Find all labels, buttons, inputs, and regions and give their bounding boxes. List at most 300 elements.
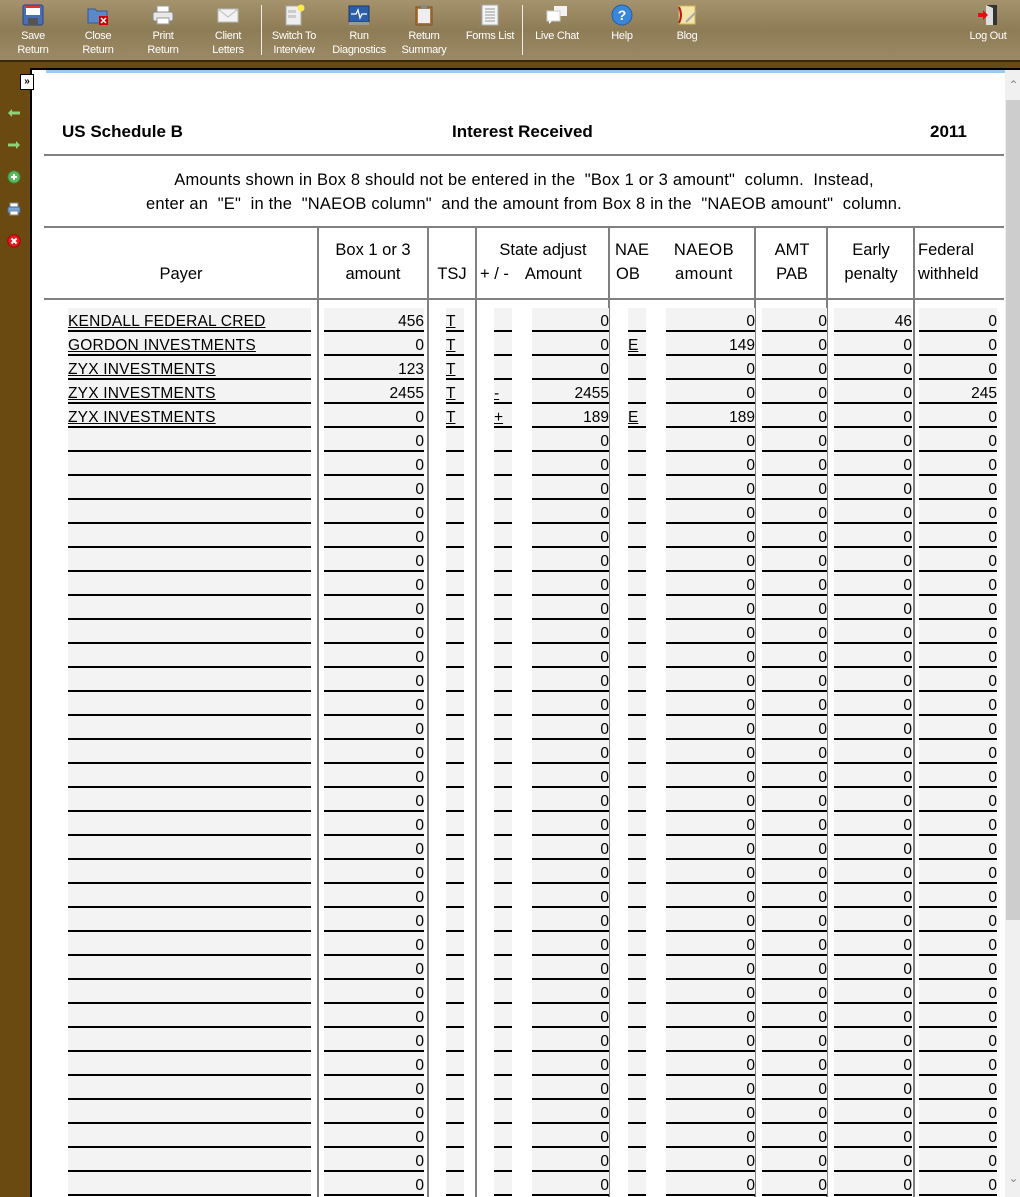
box-amount-field[interactable]: 0 bbox=[324, 884, 424, 908]
federal-withheld-field[interactable]: 0 bbox=[919, 452, 997, 476]
amt-pab-field[interactable]: 0 bbox=[762, 932, 827, 956]
federal-withheld-field[interactable]: 0 bbox=[919, 812, 997, 836]
box-amount-field[interactable]: 0 bbox=[324, 1052, 424, 1076]
payer-field[interactable]: GORDON INVESTMENTS bbox=[68, 332, 311, 356]
naeob-amount-field[interactable]: 0 bbox=[666, 500, 755, 524]
naeob-code-field[interactable] bbox=[628, 1100, 646, 1124]
amt-pab-field[interactable]: 0 bbox=[762, 692, 827, 716]
state-sign-field[interactable] bbox=[494, 668, 512, 692]
state-sign-field[interactable] bbox=[494, 1004, 512, 1028]
early-penalty-field[interactable]: 0 bbox=[834, 1076, 912, 1100]
federal-withheld-field[interactable]: 0 bbox=[919, 980, 997, 1004]
early-penalty-field[interactable]: 0 bbox=[834, 860, 912, 884]
tsj-field[interactable] bbox=[446, 932, 464, 956]
early-penalty-field[interactable]: 0 bbox=[834, 428, 912, 452]
letters-button[interactable] bbox=[196, 4, 260, 58]
tsj-field[interactable] bbox=[446, 764, 464, 788]
federal-withheld-field[interactable]: 0 bbox=[919, 1124, 997, 1148]
help-button[interactable] bbox=[590, 4, 654, 58]
federal-withheld-field[interactable]: 0 bbox=[919, 860, 997, 884]
federal-withheld-field[interactable]: 0 bbox=[919, 1148, 997, 1172]
federal-withheld-field[interactable]: 0 bbox=[919, 596, 997, 620]
tsj-field[interactable]: T bbox=[446, 404, 464, 428]
tsj-field[interactable]: T bbox=[446, 308, 464, 332]
naeob-code-field[interactable] bbox=[628, 1076, 646, 1100]
payer-field[interactable] bbox=[68, 1148, 311, 1172]
amt-pab-field[interactable]: 0 bbox=[762, 812, 827, 836]
federal-withheld-field[interactable]: 0 bbox=[919, 1052, 997, 1076]
state-sign-field[interactable] bbox=[494, 1148, 512, 1172]
early-penalty-field[interactable]: 0 bbox=[834, 740, 912, 764]
naeob-amount-field[interactable]: 0 bbox=[666, 524, 755, 548]
close-button[interactable] bbox=[66, 4, 130, 58]
amt-pab-field[interactable]: 0 bbox=[762, 572, 827, 596]
naeob-code-field[interactable] bbox=[628, 1148, 646, 1172]
amt-pab-field[interactable]: 0 bbox=[762, 836, 827, 860]
early-penalty-field[interactable]: 0 bbox=[834, 1004, 912, 1028]
state-sign-field[interactable] bbox=[494, 740, 512, 764]
state-sign-field[interactable] bbox=[494, 932, 512, 956]
tsj-field[interactable] bbox=[446, 1004, 464, 1028]
federal-withheld-field[interactable]: 0 bbox=[919, 788, 997, 812]
state-sign-field[interactable] bbox=[494, 572, 512, 596]
early-penalty-field[interactable]: 0 bbox=[834, 620, 912, 644]
interview-button[interactable] bbox=[262, 4, 326, 58]
naeob-amount-field[interactable]: 0 bbox=[666, 572, 755, 596]
box-amount-field[interactable]: 0 bbox=[324, 1148, 424, 1172]
amt-pab-field[interactable]: 0 bbox=[762, 620, 827, 644]
early-penalty-field[interactable]: 0 bbox=[834, 980, 912, 1004]
federal-withheld-field[interactable]: 0 bbox=[919, 356, 997, 380]
early-penalty-field[interactable]: 0 bbox=[834, 644, 912, 668]
state-amount-field[interactable]: 0 bbox=[532, 668, 609, 692]
naeob-code-field[interactable] bbox=[628, 524, 646, 548]
box-amount-field[interactable]: 0 bbox=[324, 596, 424, 620]
state-sign-field[interactable] bbox=[494, 788, 512, 812]
naeob-amount-field[interactable]: 0 bbox=[666, 1052, 755, 1076]
tsj-field[interactable]: T bbox=[446, 356, 464, 380]
naeob-amount-field[interactable]: 0 bbox=[666, 932, 755, 956]
naeob-amount-field[interactable]: 189 bbox=[666, 404, 755, 428]
naeob-amount-field[interactable]: 0 bbox=[666, 764, 755, 788]
tsj-field[interactable] bbox=[446, 1100, 464, 1124]
state-amount-field[interactable]: 0 bbox=[532, 812, 609, 836]
naeob-amount-field[interactable]: 0 bbox=[666, 668, 755, 692]
box-amount-field[interactable]: 0 bbox=[324, 788, 424, 812]
state-sign-field[interactable] bbox=[494, 476, 512, 500]
state-sign-field[interactable] bbox=[494, 332, 512, 356]
naeob-code-field[interactable] bbox=[628, 716, 646, 740]
federal-withheld-field[interactable]: 0 bbox=[919, 668, 997, 692]
federal-withheld-field[interactable]: 0 bbox=[919, 404, 997, 428]
box-amount-field[interactable]: 0 bbox=[324, 980, 424, 1004]
amt-pab-field[interactable]: 0 bbox=[762, 668, 827, 692]
tsj-field[interactable] bbox=[446, 524, 464, 548]
amt-pab-field[interactable]: 0 bbox=[762, 884, 827, 908]
tsj-field[interactable] bbox=[446, 740, 464, 764]
federal-withheld-field[interactable]: 0 bbox=[919, 620, 997, 644]
payer-field[interactable] bbox=[68, 764, 311, 788]
early-penalty-field[interactable]: 0 bbox=[834, 548, 912, 572]
amt-pab-field[interactable]: 0 bbox=[762, 980, 827, 1004]
state-sign-field[interactable] bbox=[494, 500, 512, 524]
amt-pab-field[interactable]: 0 bbox=[762, 788, 827, 812]
naeob-amount-field[interactable]: 0 bbox=[666, 740, 755, 764]
naeob-amount-field[interactable]: 0 bbox=[666, 380, 755, 404]
federal-withheld-field[interactable]: 0 bbox=[919, 500, 997, 524]
amt-pab-field[interactable]: 0 bbox=[762, 1124, 827, 1148]
naeob-code-field[interactable] bbox=[628, 476, 646, 500]
federal-withheld-field[interactable]: 0 bbox=[919, 764, 997, 788]
federal-withheld-field[interactable]: 0 bbox=[919, 956, 997, 980]
tsj-field[interactable] bbox=[446, 908, 464, 932]
naeob-amount-field[interactable]: 0 bbox=[666, 812, 755, 836]
amt-pab-field[interactable]: 0 bbox=[762, 1172, 827, 1196]
box-amount-field[interactable]: 0 bbox=[324, 812, 424, 836]
early-penalty-field[interactable]: 0 bbox=[834, 380, 912, 404]
tsj-field[interactable] bbox=[446, 620, 464, 644]
state-amount-field[interactable]: 0 bbox=[532, 716, 609, 740]
blog-button[interactable] bbox=[655, 4, 719, 58]
printer-icon[interactable] bbox=[7, 202, 21, 216]
state-sign-field[interactable]: + bbox=[494, 404, 512, 428]
tsj-field[interactable] bbox=[446, 788, 464, 812]
state-amount-field[interactable]: 0 bbox=[532, 884, 609, 908]
naeob-amount-field[interactable]: 0 bbox=[666, 956, 755, 980]
state-amount-field[interactable]: 0 bbox=[532, 524, 609, 548]
naeob-code-field[interactable] bbox=[628, 908, 646, 932]
tsj-field[interactable] bbox=[446, 1052, 464, 1076]
state-amount-field[interactable]: 0 bbox=[532, 860, 609, 884]
naeob-code-field[interactable] bbox=[628, 644, 646, 668]
state-amount-field[interactable]: 0 bbox=[532, 1028, 609, 1052]
naeob-amount-field[interactable]: 0 bbox=[666, 1028, 755, 1052]
payer-field[interactable] bbox=[68, 1100, 311, 1124]
naeob-amount-field[interactable]: 0 bbox=[666, 596, 755, 620]
expand-sidebar-button[interactable]: » bbox=[20, 74, 34, 90]
early-penalty-field[interactable]: 0 bbox=[834, 500, 912, 524]
amt-pab-field[interactable]: 0 bbox=[762, 644, 827, 668]
state-sign-field[interactable] bbox=[494, 1076, 512, 1100]
early-penalty-field[interactable]: 0 bbox=[834, 1172, 912, 1196]
box-amount-field[interactable]: 0 bbox=[324, 524, 424, 548]
box-amount-field[interactable]: 0 bbox=[324, 1028, 424, 1052]
state-amount-field[interactable]: 0 bbox=[532, 908, 609, 932]
federal-withheld-field[interactable]: 0 bbox=[919, 476, 997, 500]
naeob-amount-field[interactable]: 0 bbox=[666, 1100, 755, 1124]
box-amount-field[interactable]: 2455 bbox=[324, 380, 424, 404]
early-penalty-field[interactable]: 0 bbox=[834, 956, 912, 980]
amt-pab-field[interactable]: 0 bbox=[762, 908, 827, 932]
box-amount-field[interactable]: 0 bbox=[324, 1076, 424, 1100]
early-penalty-field[interactable]: 0 bbox=[834, 476, 912, 500]
naeob-code-field[interactable] bbox=[628, 692, 646, 716]
payer-field[interactable] bbox=[68, 1124, 311, 1148]
state-amount-field[interactable]: 189 bbox=[532, 404, 609, 428]
state-sign-field[interactable] bbox=[494, 1100, 512, 1124]
payer-field[interactable] bbox=[68, 644, 311, 668]
naeob-amount-field[interactable]: 0 bbox=[666, 836, 755, 860]
payer-field[interactable] bbox=[68, 1004, 311, 1028]
payer-field[interactable] bbox=[68, 884, 311, 908]
payer-field[interactable] bbox=[68, 596, 311, 620]
tsj-field[interactable] bbox=[446, 1076, 464, 1100]
tsj-field[interactable] bbox=[446, 452, 464, 476]
state-amount-field[interactable]: 0 bbox=[532, 1052, 609, 1076]
naeob-amount-field[interactable]: 0 bbox=[666, 452, 755, 476]
early-penalty-field[interactable]: 0 bbox=[834, 692, 912, 716]
scroll-up-icon[interactable]: ⌃ bbox=[1008, 78, 1019, 92]
tsj-field[interactable]: T bbox=[446, 380, 464, 404]
state-amount-field[interactable]: 0 bbox=[532, 1172, 609, 1196]
forms-button[interactable] bbox=[458, 4, 522, 58]
add-icon[interactable] bbox=[7, 170, 21, 184]
payer-field[interactable]: KENDALL FEDERAL CRED bbox=[68, 308, 311, 332]
naeob-code-field[interactable] bbox=[628, 596, 646, 620]
naeob-code-field[interactable] bbox=[628, 620, 646, 644]
early-penalty-field[interactable]: 0 bbox=[834, 836, 912, 860]
naeob-amount-field[interactable]: 0 bbox=[666, 860, 755, 884]
naeob-code-field[interactable] bbox=[628, 356, 646, 380]
state-sign-field[interactable] bbox=[494, 1172, 512, 1196]
tsj-field[interactable] bbox=[446, 476, 464, 500]
early-penalty-field[interactable]: 0 bbox=[834, 908, 912, 932]
payer-field[interactable] bbox=[68, 668, 311, 692]
federal-withheld-field[interactable]: 0 bbox=[919, 524, 997, 548]
naeob-code-field[interactable] bbox=[628, 1052, 646, 1076]
naeob-code-field[interactable] bbox=[628, 788, 646, 812]
early-penalty-field[interactable]: 0 bbox=[834, 1052, 912, 1076]
box-amount-field[interactable]: 0 bbox=[324, 452, 424, 476]
naeob-code-field[interactable]: E bbox=[628, 404, 646, 428]
naeob-code-field[interactable] bbox=[628, 1172, 646, 1196]
federal-withheld-field[interactable]: 0 bbox=[919, 1100, 997, 1124]
scroll-down-icon[interactable]: ⌄ bbox=[1008, 1171, 1019, 1185]
tsj-field[interactable] bbox=[446, 884, 464, 908]
state-amount-field[interactable]: 0 bbox=[532, 1100, 609, 1124]
delete-icon[interactable] bbox=[7, 234, 21, 248]
payer-field[interactable] bbox=[68, 1172, 311, 1196]
summary-button[interactable] bbox=[392, 4, 456, 58]
naeob-amount-field[interactable]: 0 bbox=[666, 428, 755, 452]
naeob-amount-field[interactable]: 0 bbox=[666, 908, 755, 932]
amt-pab-field[interactable]: 0 bbox=[762, 1028, 827, 1052]
early-penalty-field[interactable]: 0 bbox=[834, 884, 912, 908]
amt-pab-field[interactable]: 0 bbox=[762, 476, 827, 500]
box-amount-field[interactable]: 0 bbox=[324, 500, 424, 524]
state-amount-field[interactable]: 0 bbox=[532, 572, 609, 596]
federal-withheld-field[interactable]: 0 bbox=[919, 572, 997, 596]
amt-pab-field[interactable]: 0 bbox=[762, 428, 827, 452]
federal-withheld-field[interactable]: 0 bbox=[919, 932, 997, 956]
amt-pab-field[interactable]: 0 bbox=[762, 380, 827, 404]
payer-field[interactable] bbox=[68, 1052, 311, 1076]
federal-withheld-field[interactable]: 0 bbox=[919, 308, 997, 332]
state-amount-field[interactable]: 0 bbox=[532, 476, 609, 500]
amt-pab-field[interactable]: 0 bbox=[762, 356, 827, 380]
box-amount-field[interactable]: 0 bbox=[324, 956, 424, 980]
naeob-amount-field[interactable]: 0 bbox=[666, 1076, 755, 1100]
naeob-amount-field[interactable]: 0 bbox=[666, 788, 755, 812]
state-sign-field[interactable] bbox=[494, 1124, 512, 1148]
payer-field[interactable] bbox=[68, 452, 311, 476]
naeob-code-field[interactable] bbox=[628, 884, 646, 908]
early-penalty-field[interactable]: 0 bbox=[834, 1148, 912, 1172]
tsj-field[interactable] bbox=[446, 644, 464, 668]
state-sign-field[interactable] bbox=[494, 836, 512, 860]
early-penalty-field[interactable]: 0 bbox=[834, 812, 912, 836]
state-amount-field[interactable]: 0 bbox=[532, 1148, 609, 1172]
box-amount-field[interactable]: 0 bbox=[324, 332, 424, 356]
state-amount-field[interactable]: 0 bbox=[532, 356, 609, 380]
payer-field[interactable] bbox=[68, 572, 311, 596]
naeob-code-field[interactable] bbox=[628, 740, 646, 764]
state-amount-field[interactable]: 0 bbox=[532, 788, 609, 812]
amt-pab-field[interactable]: 0 bbox=[762, 404, 827, 428]
box-amount-field[interactable]: 0 bbox=[324, 476, 424, 500]
naeob-code-field[interactable] bbox=[628, 812, 646, 836]
naeob-amount-field[interactable]: 0 bbox=[666, 356, 755, 380]
payer-field[interactable] bbox=[68, 548, 311, 572]
payer-field[interactable] bbox=[68, 716, 311, 740]
state-amount-field[interactable]: 0 bbox=[532, 644, 609, 668]
naeob-code-field[interactable] bbox=[628, 572, 646, 596]
state-amount-field[interactable]: 0 bbox=[532, 1076, 609, 1100]
state-amount-field[interactable]: 0 bbox=[532, 692, 609, 716]
box-amount-field[interactable]: 0 bbox=[324, 740, 424, 764]
state-sign-field[interactable] bbox=[494, 1052, 512, 1076]
federal-withheld-field[interactable]: 0 bbox=[919, 1172, 997, 1196]
tsj-field[interactable] bbox=[446, 860, 464, 884]
amt-pab-field[interactable]: 0 bbox=[762, 1076, 827, 1100]
box-amount-field[interactable]: 0 bbox=[324, 668, 424, 692]
naeob-amount-field[interactable]: 0 bbox=[666, 884, 755, 908]
tsj-field[interactable] bbox=[446, 668, 464, 692]
early-penalty-field[interactable]: 0 bbox=[834, 668, 912, 692]
vertical-scrollbar[interactable] bbox=[1005, 70, 1020, 1197]
naeob-amount-field[interactable]: 0 bbox=[666, 692, 755, 716]
box-amount-field[interactable]: 0 bbox=[324, 404, 424, 428]
state-amount-field[interactable]: 2455 bbox=[532, 380, 609, 404]
early-penalty-field[interactable]: 0 bbox=[834, 932, 912, 956]
federal-withheld-field[interactable]: 245 bbox=[919, 380, 997, 404]
amt-pab-field[interactable]: 0 bbox=[762, 524, 827, 548]
state-amount-field[interactable]: 0 bbox=[532, 956, 609, 980]
naeob-code-field[interactable] bbox=[628, 500, 646, 524]
tsj-field[interactable] bbox=[446, 500, 464, 524]
naeob-amount-field[interactable]: 0 bbox=[666, 980, 755, 1004]
tsj-field[interactable] bbox=[446, 1148, 464, 1172]
payer-field[interactable] bbox=[68, 980, 311, 1004]
state-amount-field[interactable]: 0 bbox=[532, 332, 609, 356]
state-amount-field[interactable]: 0 bbox=[532, 500, 609, 524]
state-sign-field[interactable] bbox=[494, 428, 512, 452]
naeob-amount-field[interactable]: 0 bbox=[666, 1004, 755, 1028]
state-amount-field[interactable]: 0 bbox=[532, 764, 609, 788]
federal-withheld-field[interactable]: 0 bbox=[919, 740, 997, 764]
tsj-field[interactable] bbox=[446, 812, 464, 836]
naeob-code-field[interactable] bbox=[628, 428, 646, 452]
state-amount-field[interactable]: 0 bbox=[532, 548, 609, 572]
early-penalty-field[interactable]: 0 bbox=[834, 452, 912, 476]
payer-field[interactable] bbox=[68, 500, 311, 524]
state-sign-field[interactable] bbox=[494, 1028, 512, 1052]
state-sign-field[interactable] bbox=[494, 764, 512, 788]
federal-withheld-field[interactable]: 0 bbox=[919, 1076, 997, 1100]
early-penalty-field[interactable]: 0 bbox=[834, 332, 912, 356]
state-amount-field[interactable]: 0 bbox=[532, 452, 609, 476]
box-amount-field[interactable]: 0 bbox=[324, 548, 424, 572]
naeob-code-field[interactable] bbox=[628, 668, 646, 692]
state-sign-field[interactable] bbox=[494, 356, 512, 380]
naeob-amount-field[interactable]: 0 bbox=[666, 1124, 755, 1148]
naeob-amount-field[interactable]: 0 bbox=[666, 548, 755, 572]
payer-field[interactable] bbox=[68, 1028, 311, 1052]
box-amount-field[interactable]: 0 bbox=[324, 836, 424, 860]
state-amount-field[interactable]: 0 bbox=[532, 836, 609, 860]
payer-field[interactable] bbox=[68, 932, 311, 956]
naeob-amount-field[interactable]: 0 bbox=[666, 644, 755, 668]
payer-field[interactable] bbox=[68, 956, 311, 980]
tsj-field[interactable] bbox=[446, 1172, 464, 1196]
amt-pab-field[interactable]: 0 bbox=[762, 860, 827, 884]
tsj-field[interactable] bbox=[446, 1124, 464, 1148]
box-amount-field[interactable]: 456 bbox=[324, 308, 424, 332]
tsj-field[interactable] bbox=[446, 548, 464, 572]
naeob-amount-field[interactable]: 149 bbox=[666, 332, 755, 356]
amt-pab-field[interactable]: 0 bbox=[762, 716, 827, 740]
naeob-code-field[interactable] bbox=[628, 956, 646, 980]
federal-withheld-field[interactable]: 0 bbox=[919, 1028, 997, 1052]
naeob-code-field[interactable] bbox=[628, 764, 646, 788]
box-amount-field[interactable]: 0 bbox=[324, 1004, 424, 1028]
scroll-thumb[interactable] bbox=[1006, 100, 1020, 920]
naeob-code-field[interactable] bbox=[628, 452, 646, 476]
naeob-code-field[interactable] bbox=[628, 1028, 646, 1052]
amt-pab-field[interactable]: 0 bbox=[762, 452, 827, 476]
state-sign-field[interactable] bbox=[494, 812, 512, 836]
diagnostics-button[interactable] bbox=[327, 4, 391, 58]
state-sign-field[interactable] bbox=[494, 644, 512, 668]
payer-field[interactable] bbox=[68, 620, 311, 644]
early-penalty-field[interactable]: 0 bbox=[834, 1124, 912, 1148]
naeob-code-field[interactable] bbox=[628, 980, 646, 1004]
early-penalty-field[interactable]: 0 bbox=[834, 356, 912, 380]
state-sign-field[interactable] bbox=[494, 692, 512, 716]
tsj-field[interactable]: T bbox=[446, 332, 464, 356]
naeob-code-field[interactable] bbox=[628, 860, 646, 884]
state-sign-field[interactable] bbox=[494, 980, 512, 1004]
early-penalty-field[interactable]: 0 bbox=[834, 716, 912, 740]
early-penalty-field[interactable]: 0 bbox=[834, 1100, 912, 1124]
amt-pab-field[interactable]: 0 bbox=[762, 740, 827, 764]
box-amount-field[interactable]: 0 bbox=[324, 428, 424, 452]
amt-pab-field[interactable]: 0 bbox=[762, 332, 827, 356]
state-amount-field[interactable]: 0 bbox=[532, 428, 609, 452]
payer-field[interactable]: ZYX INVESTMENTS bbox=[68, 380, 311, 404]
naeob-code-field[interactable] bbox=[628, 836, 646, 860]
tsj-field[interactable] bbox=[446, 596, 464, 620]
payer-field[interactable] bbox=[68, 476, 311, 500]
amt-pab-field[interactable]: 0 bbox=[762, 548, 827, 572]
state-sign-field[interactable] bbox=[494, 524, 512, 548]
state-amount-field[interactable]: 0 bbox=[532, 980, 609, 1004]
early-penalty-field[interactable]: 0 bbox=[834, 524, 912, 548]
naeob-code-field[interactable]: E bbox=[628, 332, 646, 356]
early-penalty-field[interactable]: 0 bbox=[834, 404, 912, 428]
naeob-code-field[interactable] bbox=[628, 308, 646, 332]
payer-field[interactable]: ZYX INVESTMENTS bbox=[68, 356, 311, 380]
